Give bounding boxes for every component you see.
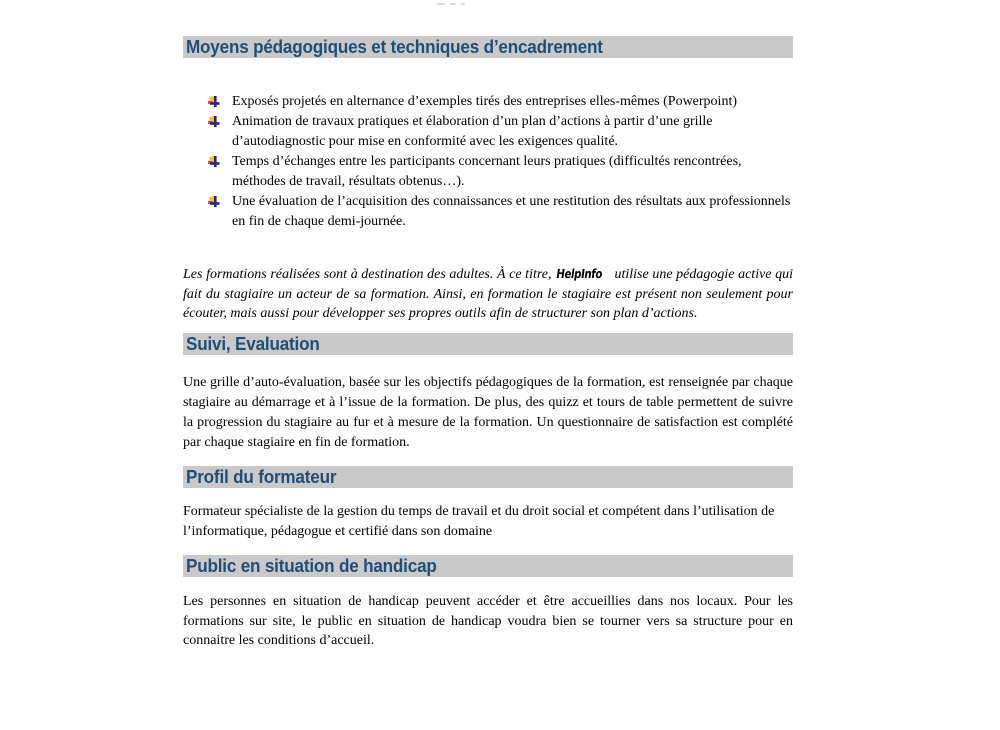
section-title: Public en situation de handicap	[186, 555, 437, 576]
intro-text-pre: Les formations réalisées sont à destination des adultes. À ce titre,	[183, 267, 556, 282]
page-top-clipped-text	[437, 2, 471, 6]
list-item	[183, 112, 793, 152]
arrow-bullet-icon	[208, 116, 221, 128]
list-item	[183, 152, 793, 192]
section-header-evaluation	[183, 333, 793, 355]
section-title: Profil du formateur	[186, 466, 337, 487]
bullet-text: Temps d’échanges entre les participants concernant leurs pratiques (difficultés rencontrées, méthodes de travail, résultats obtenus…).	[232, 154, 742, 189]
trainer-paragraph: Formateur spécialiste de la gestion du temps de travail et du droit social et compétent dans l’utilisation de l’informatique, pédagogue et certifié dans son domaine	[183, 504, 775, 539]
section-header-handicap	[183, 555, 793, 577]
pedagogy-bullet-list	[183, 92, 793, 232]
section-title: Moyens pédagogiques et techniques d’encadrement	[186, 36, 603, 57]
section-header-trainer	[183, 466, 793, 488]
section-title: Suivi, Evaluation	[186, 333, 320, 354]
arrow-bullet-icon	[208, 96, 221, 108]
intro-paragraph	[183, 264, 793, 324]
intro-text-post: utilise une pédagogie active qui fait du stagiaire un acteur de sa formation. Ainsi, en formation le stagiaire est présent non seulement pour écouter, mais aussi pour développer ses propres outils afin de structurer son plan d’actions.	[183, 267, 794, 321]
list-item	[183, 192, 793, 232]
brand-logo-word: HelpInfo	[555, 266, 604, 281]
evaluation-paragraph: Une grille d’auto-évaluation, basée sur les objectifs pédagogiques de la formation, est renseignée par chaque stagiaire au démarrage et à l’issue de la formation. De plus, des quizz et tours de table permettent de suivre la progression du stagiaire au fur et à mesure de la formation. Un questionnaire de satisfaction est complété par chaque stagiaire en fin de formation.	[183, 375, 793, 450]
section-header-pedagogy	[183, 36, 793, 58]
bullet-text: Une évaluation de l’acquisition des connaissances et une restitution des résultats aux professionnels en fin de chaque demi-journée.	[232, 194, 791, 229]
list-item	[183, 92, 793, 112]
arrow-bullet-icon	[208, 156, 221, 168]
handicap-paragraph: Les personnes en situation de handicap peuvent accéder et être accueillies dans nos locaux. Pour les formations sur site, le public en situation de handicap voudra bien se tourner vers sa structure pour en connaitre les conditions d’accueil.	[183, 594, 793, 648]
arrow-bullet-icon	[208, 196, 221, 208]
bullet-text: Animation de travaux pratiques et élaboration d’un plan d’actions à partir d’une grille d’autodiagnostic pour mise en conformité avec les exigences qualité.	[232, 114, 713, 149]
bullet-text: Exposés projetés en alternance d’exemples tirés des entreprises elles-mêmes (Powerpoint)	[232, 94, 737, 109]
